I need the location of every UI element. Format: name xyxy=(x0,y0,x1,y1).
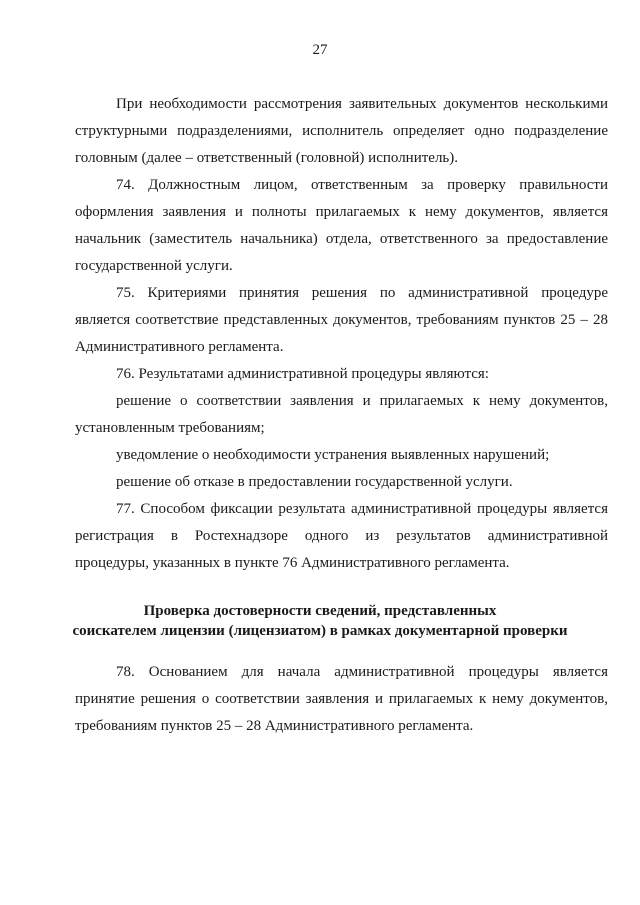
section-heading-line: соискателем лицензии (лицензиатом) в рамках документарной проверки xyxy=(72,623,568,639)
section-heading-line: Проверка достоверности сведений, представленных xyxy=(143,603,497,619)
page-number: 27 xyxy=(312,42,328,58)
text-line: 76. Результатами административной процедуры являются: xyxy=(116,366,489,382)
text-line: решение об отказе в предоставлении государственной услуги. xyxy=(116,474,513,490)
text-line: решение о соответствии заявления и прилагаемых к нему документов, xyxy=(116,393,608,409)
text-line: принятие решения о соответствии заявления и прилагаемых к нему документов, xyxy=(75,691,608,707)
text-line: является соответствие представленных документов, требованиям пунктов 25 – 28 xyxy=(75,312,608,328)
text-line: 75. Критериями принятия решения по административной процедуре xyxy=(116,285,608,301)
text-line: процедуры, указанных в пункте 76 Административного регламента. xyxy=(75,555,510,571)
text-line: уведомление о необходимости устранения выявленных нарушений; xyxy=(116,447,550,463)
text-line: начальник (заместитель начальника) отдела, ответственного за предоставление xyxy=(75,231,608,247)
text-line: 74. Должностным лицом, ответственным за проверку правильности xyxy=(116,177,608,193)
text-line: При необходимости рассмотрения заявительных документов несколькими xyxy=(116,96,608,112)
text-line: Административного регламента. xyxy=(75,339,284,355)
text-line: государственной услуги. xyxy=(75,258,233,274)
text-line: 78. Основанием для начала административной процедуры является xyxy=(116,664,608,680)
text-line: 77. Способом фиксации результата административной процедуры является xyxy=(116,501,608,517)
text-line: оформления заявления и полноты прилагаемых к нему документов, является xyxy=(75,204,608,220)
text-line: регистрация в Ростехнадзоре одного из результатов административной xyxy=(75,528,608,544)
text-line: требованиям пунктов 25 – 28 Административного регламента. xyxy=(75,718,474,734)
text-line: структурными подразделениями, исполнитель определяет одно подразделение xyxy=(75,123,608,139)
text-line: установленным требованиям; xyxy=(75,420,265,436)
text-line: головным (далее – ответственный (головной) исполнитель). xyxy=(75,150,459,166)
